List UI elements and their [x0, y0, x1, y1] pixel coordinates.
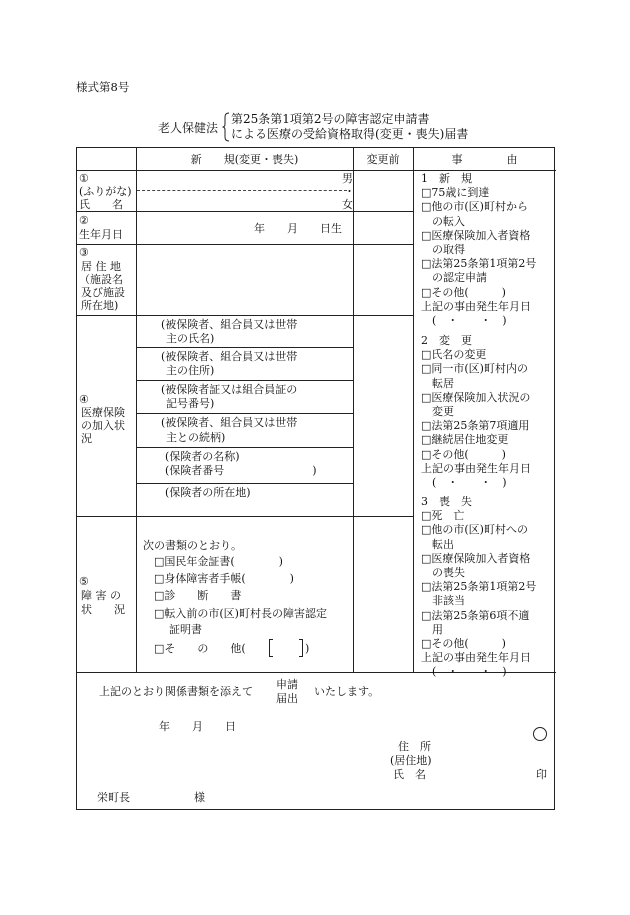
seal-circle: [533, 727, 547, 741]
footer-date: 年 月 日: [159, 720, 236, 733]
divider: [353, 148, 354, 672]
divider: [77, 170, 556, 171]
divider: [136, 483, 353, 484]
insured-name-label-2: 主の氏名): [166, 332, 215, 345]
divider: [77, 244, 413, 245]
row4-number: ④: [79, 393, 89, 406]
furigana-label: (ふりがな): [79, 185, 132, 198]
header-new: 新 規(変更・喪失): [190, 153, 299, 166]
divider: [136, 447, 353, 448]
title-line-2: による医療の受給資格取得(変更・喪失)届書: [231, 127, 469, 141]
insurer-name-label: (保険者の名称): [165, 450, 240, 463]
documents-intro: 次の書類のとおり。: [143, 539, 242, 552]
insurance-label-1: 医療保険: [81, 406, 125, 419]
sex-separator: ・: [344, 185, 355, 198]
footer-apply: 申請: [276, 678, 298, 691]
insurer-address-label: (保険者の所在地): [165, 486, 251, 499]
residence-label-4: 所在地): [81, 299, 119, 312]
bracket-left: [269, 639, 273, 657]
applicant-address-label: 住 所: [398, 740, 431, 753]
insurance-label-2: の加入状: [81, 419, 125, 432]
sex-male: 男: [342, 172, 353, 185]
sex-female: 女: [342, 198, 353, 211]
doc-transfer-certificate-2: 証明書: [169, 623, 202, 636]
relationship-label: (被保険者、組合員又は世帯: [161, 416, 298, 429]
reason-loss: 3 喪 失 □死 亡 □他の市(区)町村への 転出 □医療保険加入者資格 の喪失 □法第25条第1項第2号 非該当 □法第25条第6項不適 用 □その他( ) 上記の事由発生年月日 ( ・ ・ ): [421, 495, 537, 679]
residence-label-1: 居 住 地: [81, 260, 121, 273]
doc-other-close: ): [305, 642, 310, 655]
divider: [77, 211, 413, 212]
row5-number: ⑤: [79, 575, 89, 588]
divider: [136, 148, 137, 672]
card-number-label-2: 記号番号): [166, 397, 215, 410]
form-number: 様式第8号: [76, 80, 130, 94]
divider: [136, 380, 353, 381]
residence-label-2: （施設名: [79, 273, 123, 286]
row3-number: ③: [79, 246, 89, 259]
insured-name-label: (被保険者、組合員又は世帯: [161, 318, 298, 331]
divider: [77, 516, 413, 517]
doc-pension-certificate: □国民年金証書( ): [154, 555, 283, 568]
footer-statement: 上記のとおり関係書類を添えて: [99, 685, 253, 698]
title-line-1: 第25条第1項第2号の障害認定申請書: [231, 112, 430, 126]
reason-new: 1 新 規 □75歳に到達 □他の市(区)町村から の転入 □医療保険加入者資格 の取得 □法第25条第1項第2号 の認定申請 □その他( ) 上記の事由発生年月日 ( ・ ・ ): [421, 172, 537, 328]
doc-medical-certificate: □診 断 書: [154, 589, 242, 602]
divider: [413, 148, 414, 672]
row1-number: ①: [79, 172, 89, 185]
footer-statement-end: いたします。: [314, 685, 380, 698]
doc-transfer-certificate: □転入前の市(区)町村長の障害認定: [154, 607, 327, 620]
reason-change: 2 変 更 □氏名の変更 □同一市(区)町村内の 転居 □医療保険加入状況の 変更 □法第25条第7項適用 □継続居住地変更 □その他( ) 上記の事由発生年月日 ( ・ ・ ): [421, 334, 531, 490]
birth-date-field: 年 月 日生: [254, 222, 342, 235]
disability-label-2: 状 況: [81, 603, 125, 616]
insurer-number-label: (保険者番号 ): [165, 464, 317, 477]
addressee-honorific: 様: [194, 791, 205, 804]
residence-label-3: 及び施設: [81, 286, 125, 299]
insurance-label-3: 況: [81, 432, 92, 445]
footer-notify: 届出: [276, 692, 298, 705]
title-brace: [222, 112, 230, 142]
application-form: [76, 147, 555, 810]
furigana-dashed-line: [137, 190, 347, 191]
disability-label-1: 障 害 の: [81, 589, 121, 602]
title-law: 老人保健法: [158, 121, 219, 135]
divider: [136, 347, 353, 348]
applicant-name-label: 氏 名: [393, 768, 426, 781]
card-number-label: (被保険者証又は組合員証の: [161, 383, 298, 396]
birth-date-label: 生年月日: [79, 228, 123, 241]
bracket-right: [299, 639, 303, 657]
doc-disability-handbook: □身体障害者手帳( ): [154, 572, 294, 585]
doc-other: □そ の 他(: [154, 642, 246, 655]
insured-address-label: (被保険者、組合員又は世帯: [161, 350, 298, 363]
divider: [136, 413, 353, 414]
seal-label: 印: [536, 768, 547, 781]
insured-address-label-2: 主の住所): [166, 364, 215, 377]
header-reason: 事 由: [451, 153, 518, 166]
header-before: 変更前: [366, 153, 400, 166]
applicant-residence-label: (居住地): [390, 754, 432, 767]
relationship-label-2: 主との続柄): [166, 431, 226, 444]
row2-number: ②: [79, 214, 89, 227]
addressee: 栄町長: [97, 791, 130, 804]
divider: [77, 315, 413, 316]
name-label: 氏 名: [79, 198, 123, 211]
